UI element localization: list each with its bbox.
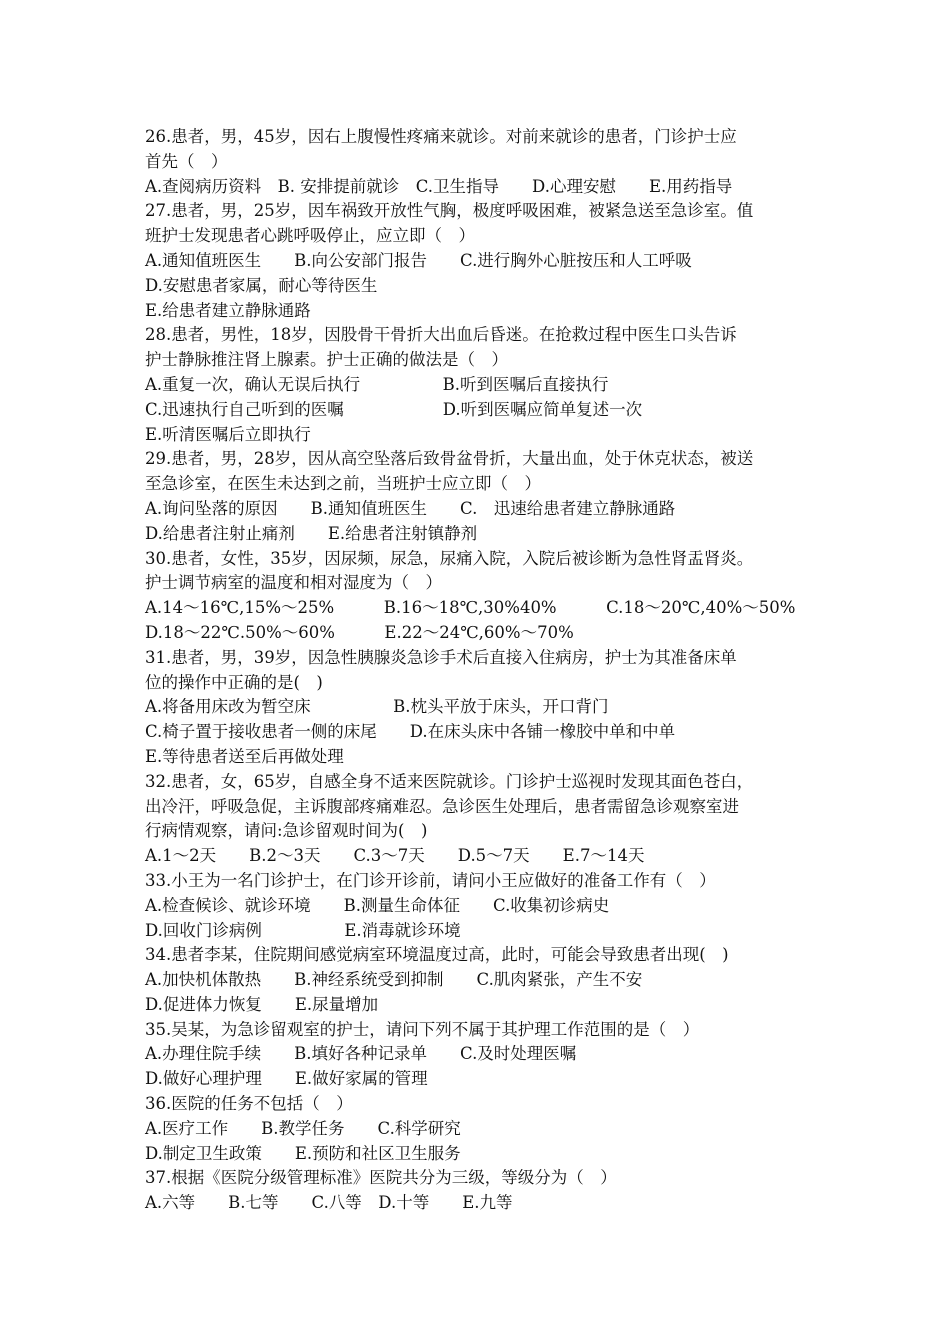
text-line: E.听清医嘱后立即执行 [145,424,311,444]
text-line: A.将备用床改为暂空床 B.枕头平放于床头，开口背门 [145,697,609,717]
text-line: 36.医院的任务不包括（ ） [145,1094,353,1114]
exam-page [145,125,825,1216]
text-line: E.等待患者送至后再做处理 [145,746,344,766]
text-line: 31.患者，男，39岁，因急性胰腺炎急诊手术后直接入住病房，护士为其准备床单 [145,647,737,667]
text-line: D.促进体力恢复 E.尿量增加 [145,994,379,1014]
text-line: A.检查候诊、就诊环境 B.测量生命体征 C.收集初诊病史 [145,895,610,915]
text-line: D.做好心理护理 E.做好家属的管理 [145,1069,428,1089]
text-line: A.询问坠落的原因 B.通知值班医生 C. 迅速给患者建立静脉通路 [145,498,676,518]
text-line: A.办理住院手续 B.填好各种记录单 C.及时处理医嘱 [145,1044,577,1064]
text-line: 首先（ ） [145,151,228,171]
text-line: 26.患者，男，45岁，因右上腹慢性疼痛来就诊。对前来就诊的患者，门诊护士应 [145,127,737,146]
text-line: A.重复一次，确认无误后执行 B.听到医嘱后直接执行 [145,374,609,394]
text-line: 29.患者，男，28岁，因从高空坠落后致骨盆骨折，大量出血，处于休克状态，被送 [145,449,754,469]
text-line: 35.吴某，为急诊留观室的护士，请问下列不属于其护理工作范围的是（ ） [145,1019,700,1039]
text-line: 位的操作中正确的是( ) [145,672,323,692]
text-line: 护士调节病室的温度和相对湿度为（ ） [145,573,442,593]
text-line: C.椅子置于接收患者一侧的床尾 D.在床头床中各铺一橡胶中单和中单 [145,722,676,742]
text-line: A.1～2天 B.2～3天 C.3～7天 D.5～7天 E.7～14天 [145,846,645,866]
text-line: A.查阅病历资料 B. 安排提前就诊 C.卫生指导 D.心理安慰 E.用药指导 [145,176,733,196]
text-line: D.制定卫生政策 E.预防和社区卫生服务 [145,1143,461,1163]
text-line: 30.患者，女性，35岁，因尿频，尿急，尿痛入院，入院后被诊断为急性肾盂肾炎。 [145,548,754,568]
text-line: D.回收门诊病例 E.消毒就诊环境 [145,920,461,940]
text-line: D.安慰患者家属，耐心等待医生 [145,275,378,295]
text-line: A.加快机体散热 B.神经系统受到抑制 C.肌肉紧张，产生不安 [145,970,643,990]
text-line: A.六等 B.七等 C.八等 D.十等 E.九等 [145,1193,513,1213]
text-line: 出冷汗，呼吸急促，主诉腹部疼痛难忍。急诊医生处理后，患者需留急诊观察室进 [145,796,739,816]
text-line: 至急诊室，在医生未达到之前，当班护士应立即（ ） [145,474,541,494]
text-line: C.迅速执行自己听到的医嘱 D.听到医嘱应简单复述一次 [145,399,643,419]
text-line: A.14～16℃,15%～25% B.16～18℃,30%40% C.18～20℃,40%～50% [145,598,796,618]
text-line: 28.患者，男性，18岁，因股骨干骨折大出血后昏迷。在抢救过程中医生口头告诉 [145,325,737,345]
text-line: D.18～22℃.50%～60% E.22～24℃,60%～70% [145,622,574,642]
text-line: 34.患者李某，住院期间感觉病室环境温度过高，此时，可能会导致患者出现( ) [145,945,729,965]
text-line: 护士静脉推注肾上腺素。护士正确的做法是（ ） [145,350,508,370]
text-line: 行病情观察，请问:急诊留观时间为( ) [145,821,428,841]
text-line: 32.患者，女，65岁，自感全身不适来医院就诊。门诊护士巡视时发现其面色苍白， [145,771,754,791]
text-line: 37.根据《医院分级管理标准》医院共分为三级，等级分为（ ） [145,1168,617,1188]
text-line: 33.小王为一名门诊护士，在门诊开诊前，请问小王应做好的准备工作有（ ） [145,870,716,890]
text-line: D.给患者注射止痛剂 E.给患者注射镇静剂 [145,523,478,543]
text-line: A.医疗工作 B.教学任务 C.科学研究 [145,1118,461,1138]
text-line: 27.患者，男，25岁，因车祸致开放性气胸，极度呼吸困难，被紧急送至急诊室。值 [145,201,754,221]
text-line: 班护士发现患者心跳呼吸停止，应立即（ ） [145,226,475,246]
text-line: E.给患者建立静脉通路 [145,300,311,320]
text-line: A.通知值班医生 B.向公安部门报告 C.进行胸外心脏按压和人工呼吸 [145,250,692,270]
